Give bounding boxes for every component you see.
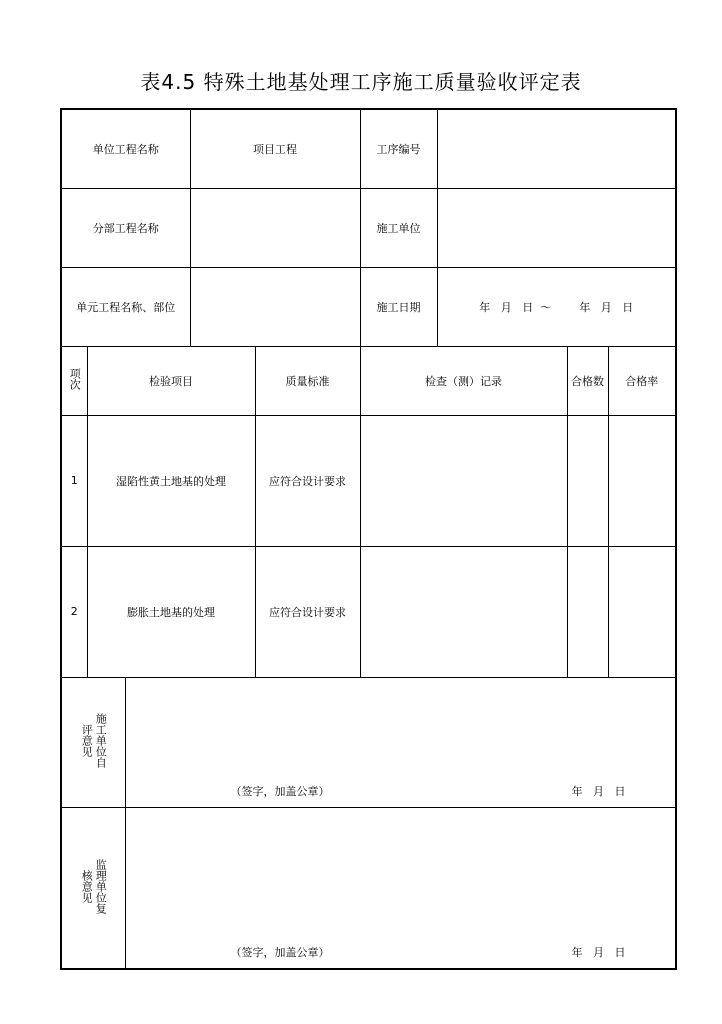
- contractor-sign-note: （签字，加盖公章）: [230, 784, 330, 798]
- page-title: 表4.5 特殊土地基处理工序施工质量验收评定表: [140, 70, 582, 94]
- header-row-division: [61, 188, 676, 267]
- row-standard: 应符合设计要求: [255, 546, 360, 677]
- contractor-value[interactable]: [437, 188, 676, 267]
- row-record[interactable]: [360, 546, 567, 677]
- element-label: 单元工程名称、部位: [61, 267, 190, 346]
- col-pass-count-header: 合格数: [567, 346, 608, 415]
- row-index: 2: [61, 546, 87, 677]
- col-index-header: [61, 346, 87, 415]
- division-value[interactable]: [190, 188, 360, 267]
- row-pass-rate[interactable]: [608, 415, 676, 546]
- contractor-opinion-label-cell: [61, 677, 125, 807]
- header-row-element: [61, 267, 676, 346]
- date-label: 施工日期: [360, 267, 437, 346]
- supervisor-opinion-field[interactable]: [125, 807, 676, 969]
- contractor-opinion-field[interactable]: [125, 677, 676, 807]
- supervisor-sign-note: （签字，加盖公章）: [230, 946, 330, 959]
- construction-date-value[interactable]: 年 月 日 ～ 年 月 日: [437, 267, 676, 346]
- col-standard-header: 质量标准: [255, 346, 360, 415]
- col-record-header: 检查（测）记录: [360, 346, 567, 415]
- contractor-opinion-row: [61, 677, 676, 807]
- contractor-sign-date: 年 月 日: [571, 784, 626, 798]
- col-index-label: 项次: [68, 368, 82, 390]
- process-no-label: 工序编号: [360, 109, 437, 188]
- header-row-unit: [61, 109, 676, 188]
- row-standard: 应符合设计要求: [255, 415, 360, 546]
- division-label: 分部工程名称: [61, 188, 190, 267]
- unit-project-label: 单位工程名称: [61, 109, 190, 188]
- row-item: 湿陷性黄土地基的处理: [87, 415, 255, 546]
- table-row: [61, 415, 676, 546]
- column-header-row: [61, 346, 676, 415]
- inspection-form-table: [60, 108, 677, 970]
- element-value[interactable]: [190, 267, 360, 346]
- supervisor-opinion-label: 监理单位复核意见: [80, 858, 108, 914]
- unit-project-value[interactable]: 项目工程: [190, 109, 360, 188]
- contractor-opinion-label: 施工单位自评意见: [80, 713, 108, 768]
- row-record[interactable]: [360, 415, 567, 546]
- row-pass-count[interactable]: [567, 546, 608, 677]
- row-pass-count[interactable]: [567, 415, 608, 546]
- col-item-header: 检验项目: [87, 346, 255, 415]
- row-index: 1: [61, 415, 87, 546]
- supervisor-opinion-row: [61, 807, 676, 969]
- table-row: [61, 546, 676, 677]
- supervisor-opinion-label-cell: [61, 807, 125, 969]
- row-pass-rate[interactable]: [608, 546, 676, 677]
- col-pass-rate-header: 合格率: [608, 346, 676, 415]
- supervisor-sign-date: 年 月 日: [571, 946, 626, 959]
- contractor-label: 施工单位: [360, 188, 437, 267]
- row-item: 膨胀土地基的处理: [87, 546, 255, 677]
- process-no-value[interactable]: [437, 109, 676, 188]
